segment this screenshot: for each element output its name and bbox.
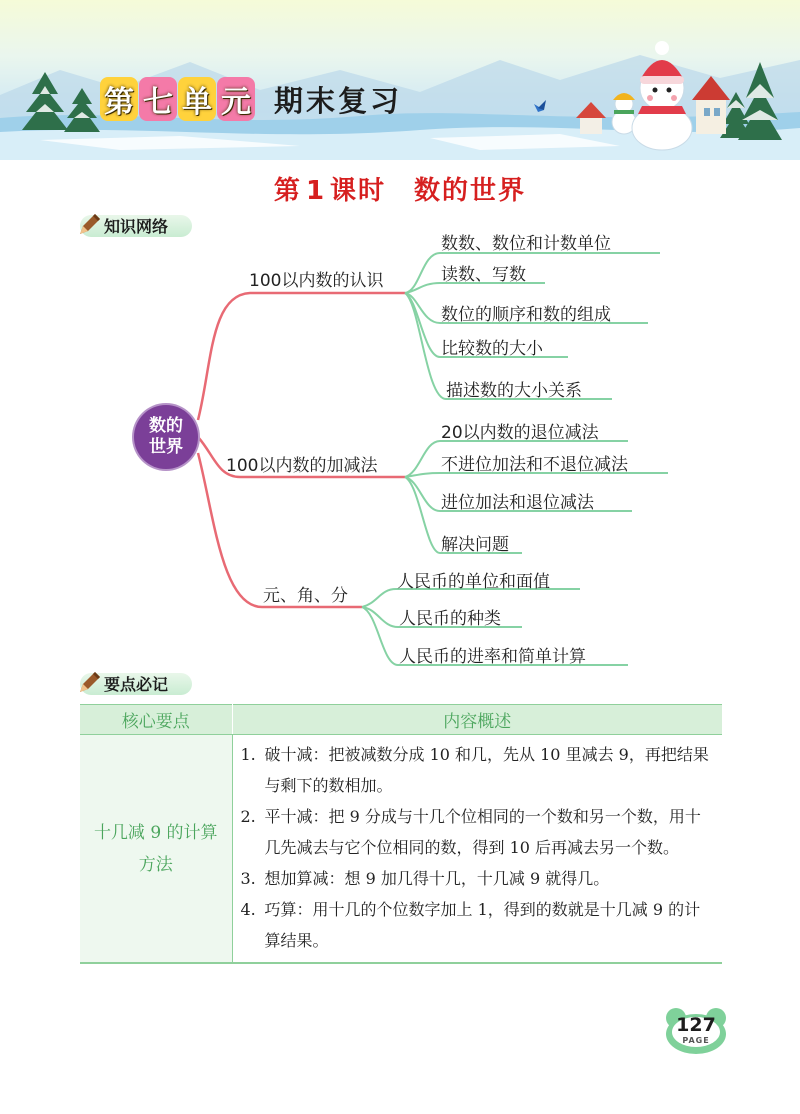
table-header-cell: 核心要点 [80,705,232,735]
mind-map-leaf: 读数、写数 [441,265,526,285]
unit-title-char: 七 [139,77,177,121]
list-item: 4. 巧算：用十几的个位数字加上 1，得到的数就是十几减 9 的计算结果。 [240,900,701,950]
mind-map-leaf: 数数、数位和计数单位 [441,234,611,254]
list-item: 3. 想加算减：想 9 加几得十几，十几减 9 就得几。 [240,869,610,888]
section-title: 知识网络 [104,216,169,236]
mind-map-leaf: 解决问题 [441,535,509,555]
list-item: 1. 破十减：把被减数分成 10 和几，先从 10 里减去 9，再把结果与剩下的数相加。 [240,745,709,795]
page-label: PAGE [682,1036,710,1045]
row-title-cell [80,735,232,964]
mind-map-branch-label: 元、角、分 [263,586,348,606]
unit-banner [0,0,800,160]
key-points-table [80,704,722,964]
lesson-number: 1 [305,176,327,206]
row-content-cell [232,735,722,964]
mind-map-branch-label: 100以内数的认识 [249,271,384,291]
lesson-topic: 数的世界 [414,176,527,206]
mind-map-leaf: 描述数的大小关系 [446,381,582,401]
mind-map-leaf: 人民币的种类 [399,609,501,629]
lesson-title [0,170,800,207]
unit-subtitle: 期末复习 [274,83,403,118]
unit-title [100,74,402,124]
knowledge-mind-map [0,215,800,675]
unit-title-char: 单 [178,77,216,121]
mind-map-branch-label: 100以内数的加减法 [226,456,378,476]
table-header-row [80,705,722,735]
mind-map-leaf: 不进位加法和不退位减法 [441,455,628,475]
page-number-badge [662,1006,730,1054]
mind-map-leaf: 人民币的单位和面值 [397,572,550,592]
page-number: 127 [676,1014,716,1036]
mind-map-leaf: 进位加法和退位减法 [441,493,594,513]
unit-title-char: 第 [100,77,138,121]
section-title: 要点必记 [104,674,169,694]
lesson-label-suffix: 课时 [330,176,387,206]
mind-map-leaf: 数位的顺序和数的组成 [441,305,611,325]
mind-map-leaf: 比较数的大小 [441,339,543,359]
mind-map-leaf: 人民币的进率和简单计算 [399,647,586,667]
table-header-cell: 内容概述 [232,705,722,735]
pencil-icon [76,670,102,696]
table-row [80,735,722,964]
row-title: 十几减 9 的计算方法 [93,822,218,875]
unit-title-char: 元 [217,77,255,121]
section-header-key-points [76,670,168,696]
lesson-label-prefix: 第 [273,176,302,206]
list-item: 2. 平十减：把 9 分成与十几个位相同的一个数和另一个数，用十几先减去与它个位相同的数，得到 10 后再减去另一个数。 [240,807,701,857]
mind-map-root: 数的 世界 [134,405,198,469]
mind-map-leaf: 20以内数的退位减法 [441,423,599,443]
